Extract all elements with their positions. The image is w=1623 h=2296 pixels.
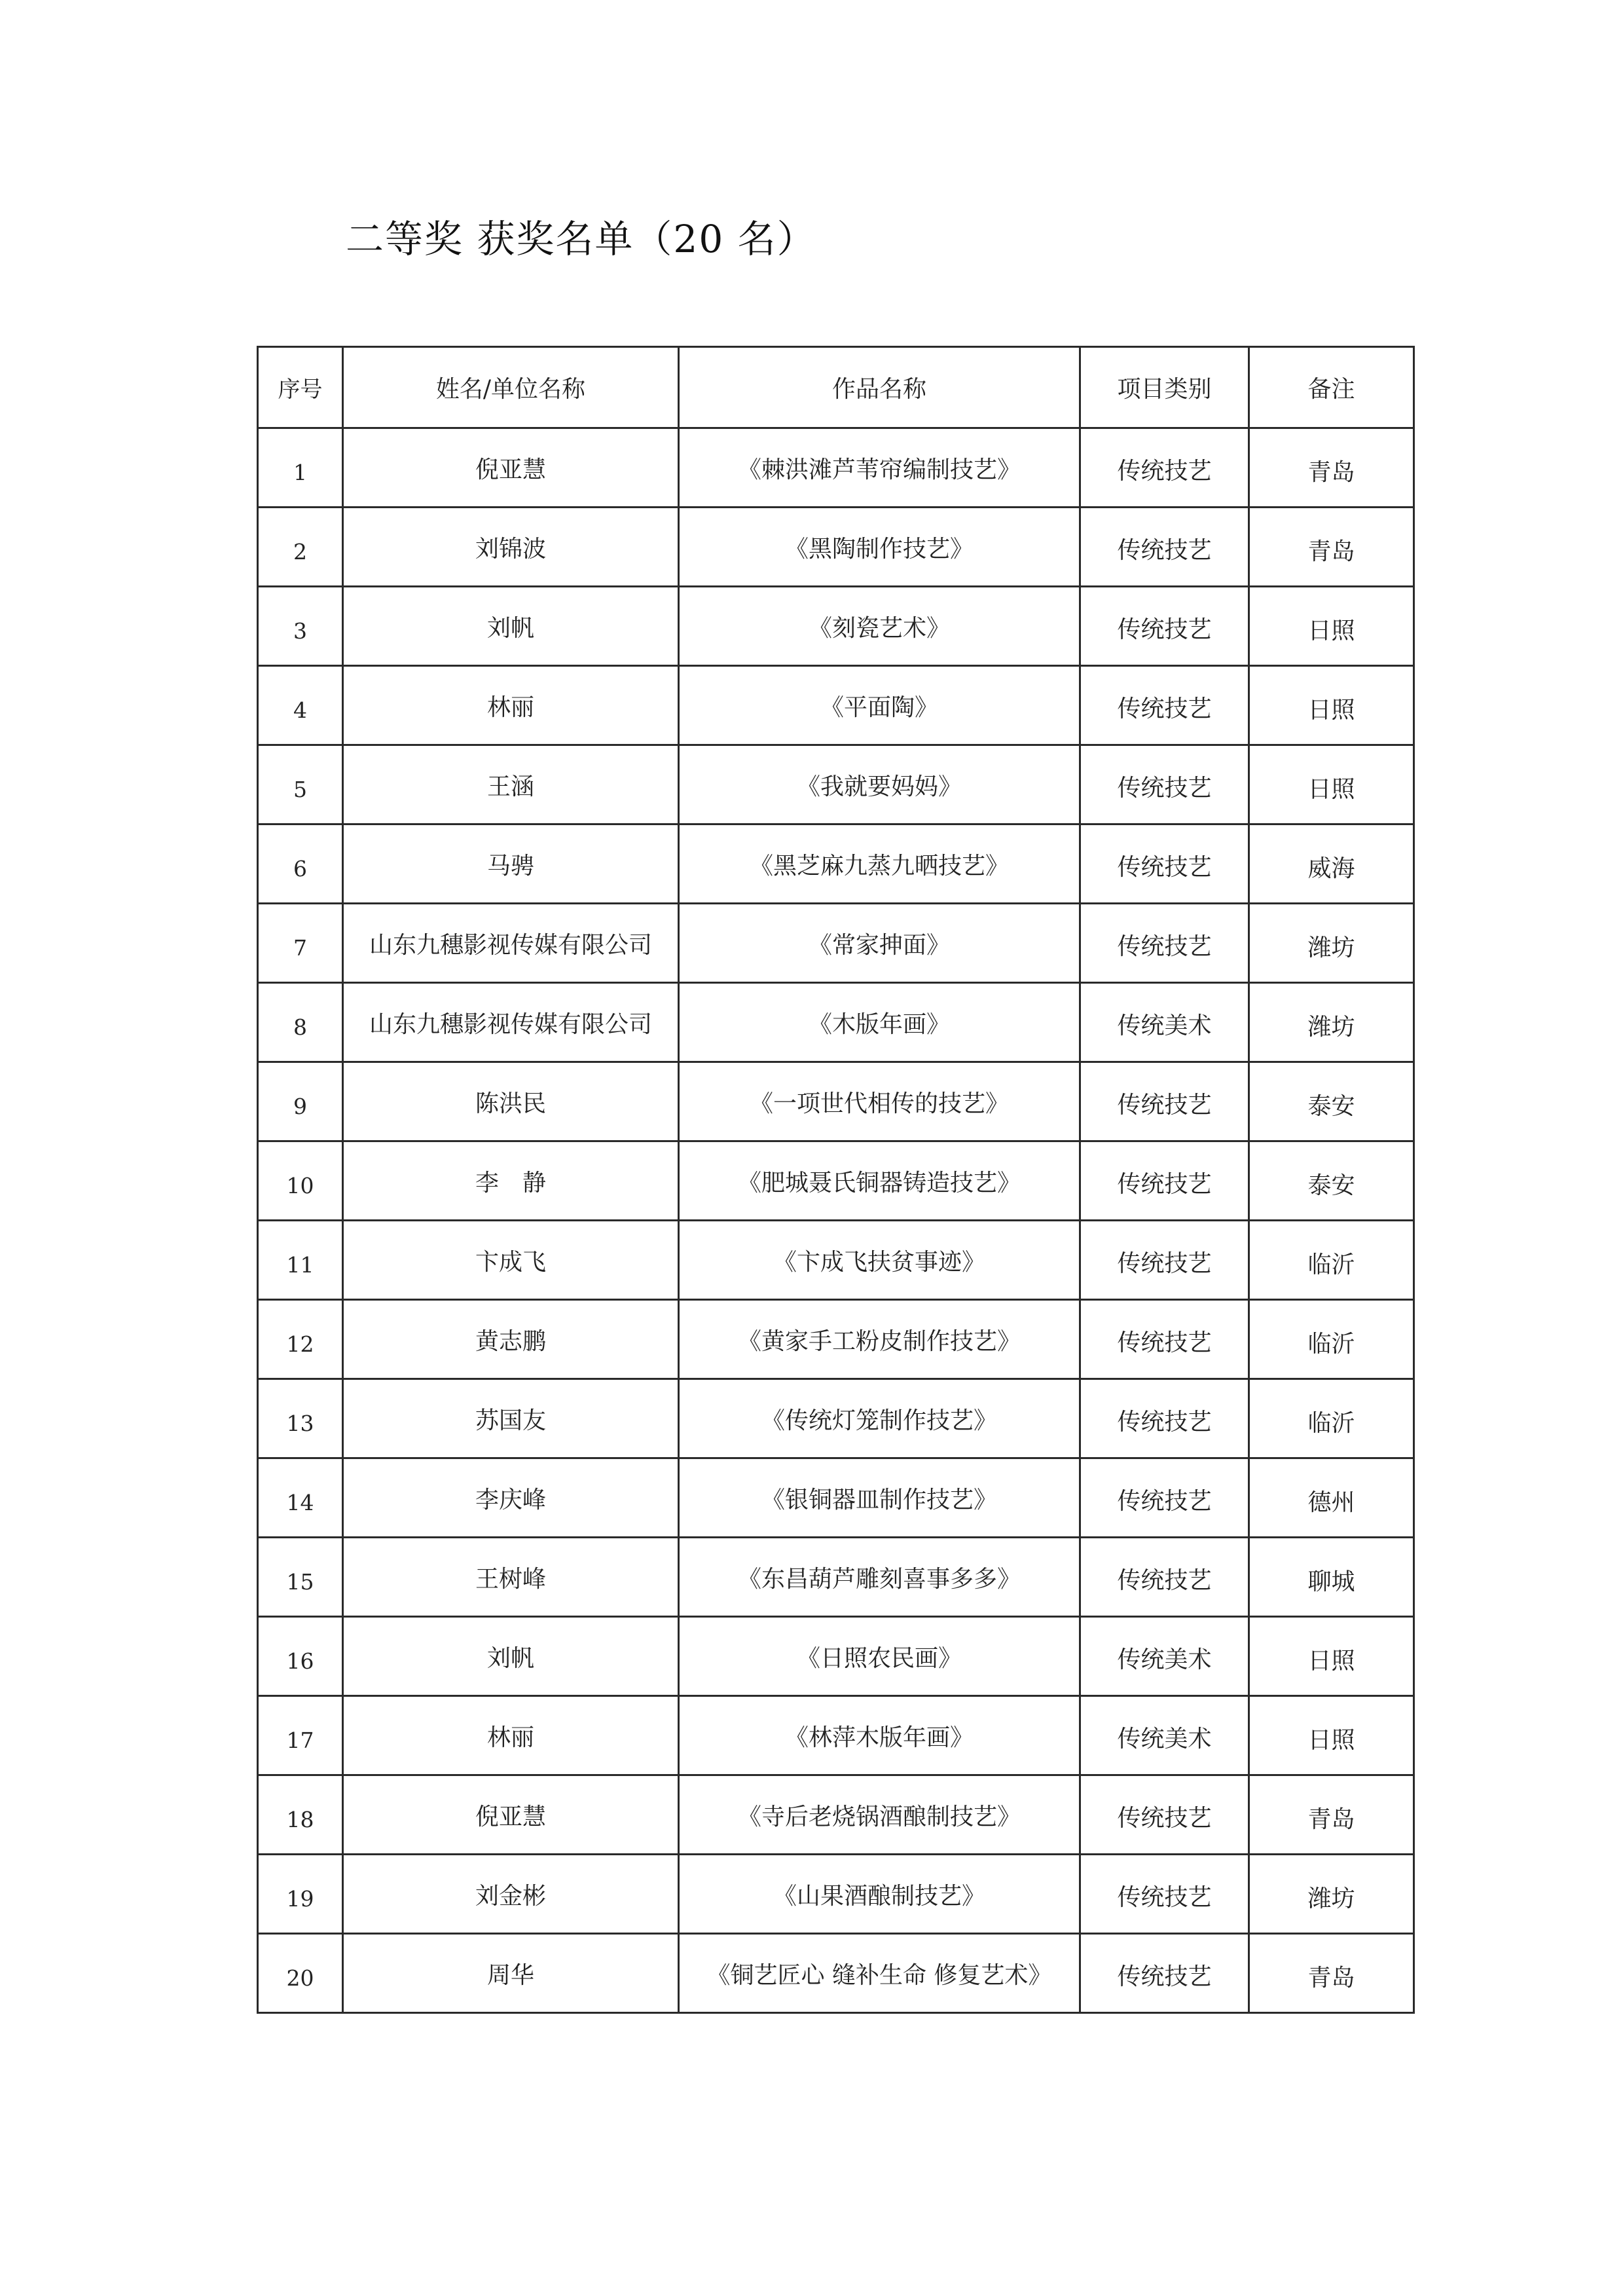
cell-work: 《刻瓷艺术》 (679, 587, 1080, 666)
table-row (258, 508, 1414, 587)
cell-category: 传统技艺 (1080, 1775, 1249, 1855)
cell-name: 黄志鹏 (343, 1300, 679, 1379)
cell-region: 日照 (1249, 587, 1414, 666)
table-row (258, 1855, 1414, 1934)
cell-work: 《寺后老烧锅酒酿制技艺》 (679, 1775, 1080, 1855)
cell-work: 《日照农民画》 (679, 1617, 1080, 1696)
cell-name: 刘锦波 (343, 508, 679, 587)
cell-name: 李庆峰 (343, 1458, 679, 1538)
cell-name: 苏国友 (343, 1379, 679, 1458)
table-row (258, 1062, 1414, 1141)
cell-category: 传统技艺 (1080, 904, 1249, 983)
award-table (257, 346, 1415, 2014)
cell-no: 19 (258, 1855, 343, 1934)
cell-region: 潍坊 (1249, 904, 1414, 983)
cell-category: 传统技艺 (1080, 1221, 1249, 1300)
cell-category: 传统技艺 (1080, 745, 1249, 824)
cell-work: 《山果酒酿制技艺》 (679, 1855, 1080, 1934)
cell-work: 《银铜器皿制作技艺》 (679, 1458, 1080, 1538)
cell-region: 日照 (1249, 1617, 1414, 1696)
cell-category: 传统美术 (1080, 983, 1249, 1062)
table-row (258, 1538, 1414, 1617)
cell-category: 传统技艺 (1080, 1538, 1249, 1617)
table-row (258, 983, 1414, 1062)
table-row (258, 1379, 1414, 1458)
cell-no: 15 (258, 1538, 343, 1617)
cell-work: 《我就要妈妈》 (679, 745, 1080, 824)
cell-name: 刘金彬 (343, 1855, 679, 1934)
table-row (258, 1141, 1414, 1221)
cell-category: 传统技艺 (1080, 1141, 1249, 1221)
cell-category: 传统技艺 (1080, 428, 1249, 508)
cell-no: 11 (258, 1221, 343, 1300)
cell-no: 1 (258, 428, 343, 508)
cell-region: 临沂 (1249, 1221, 1414, 1300)
cell-region: 德州 (1249, 1458, 1414, 1538)
header-name: 姓名/单位名称 (343, 347, 679, 428)
cell-region: 潍坊 (1249, 1855, 1414, 1934)
cell-no: 14 (258, 1458, 343, 1538)
table-header (258, 347, 1414, 428)
cell-region: 青岛 (1249, 1775, 1414, 1855)
header-row (258, 347, 1414, 428)
cell-work: 《林萍木版年画》 (679, 1696, 1080, 1775)
table-row (258, 745, 1414, 824)
cell-name: 李 静 (343, 1141, 679, 1221)
cell-region: 青岛 (1249, 508, 1414, 587)
cell-category: 传统技艺 (1080, 1855, 1249, 1934)
table-row (258, 1458, 1414, 1538)
cell-category: 传统技艺 (1080, 508, 1249, 587)
table-row (258, 1934, 1414, 2013)
table-row (258, 904, 1414, 983)
cell-work: 《一项世代相传的技艺》 (679, 1062, 1080, 1141)
cell-name: 王涵 (343, 745, 679, 824)
header-no: 序号 (258, 347, 343, 428)
cell-name: 马骋 (343, 824, 679, 904)
cell-region: 泰安 (1249, 1141, 1414, 1221)
cell-name: 周华 (343, 1934, 679, 2013)
cell-name: 山东九穗影视传媒有限公司 (343, 904, 679, 983)
cell-work: 《传统灯笼制作技艺》 (679, 1379, 1080, 1458)
cell-name: 陈洪民 (343, 1062, 679, 1141)
cell-name: 刘帆 (343, 587, 679, 666)
cell-region: 日照 (1249, 1696, 1414, 1775)
cell-category: 传统技艺 (1080, 666, 1249, 745)
cell-region: 青岛 (1249, 428, 1414, 508)
cell-region: 日照 (1249, 666, 1414, 745)
cell-category: 传统美术 (1080, 1617, 1249, 1696)
cell-category: 传统美术 (1080, 1696, 1249, 1775)
cell-region: 潍坊 (1249, 983, 1414, 1062)
cell-region: 威海 (1249, 824, 1414, 904)
table-row (258, 666, 1414, 745)
header-remark: 备注 (1249, 347, 1414, 428)
cell-no: 18 (258, 1775, 343, 1855)
cell-work: 《平面陶》 (679, 666, 1080, 745)
table-body (258, 428, 1414, 2013)
cell-work: 《黑芝麻九蒸九晒技艺》 (679, 824, 1080, 904)
cell-no: 16 (258, 1617, 343, 1696)
cell-name: 林丽 (343, 666, 679, 745)
cell-no: 5 (258, 745, 343, 824)
cell-work: 《棘洪滩芦苇帘编制技艺》 (679, 428, 1080, 508)
table-row (258, 824, 1414, 904)
cell-no: 4 (258, 666, 343, 745)
cell-no: 9 (258, 1062, 343, 1141)
cell-no: 3 (258, 587, 343, 666)
table-row (258, 1775, 1414, 1855)
cell-category: 传统技艺 (1080, 1300, 1249, 1379)
cell-category: 传统技艺 (1080, 1062, 1249, 1141)
cell-no: 8 (258, 983, 343, 1062)
cell-work: 《常家抻面》 (679, 904, 1080, 983)
cell-region: 日照 (1249, 745, 1414, 824)
cell-no: 6 (258, 824, 343, 904)
cell-work: 《卞成飞扶贫事迹》 (679, 1221, 1080, 1300)
cell-work: 《东昌葫芦雕刻喜事多多》 (679, 1538, 1080, 1617)
cell-category: 传统技艺 (1080, 1458, 1249, 1538)
page-title: 二等奖 获奖名单（20 名） (346, 217, 816, 261)
cell-category: 传统技艺 (1080, 587, 1249, 666)
cell-no: 7 (258, 904, 343, 983)
cell-region: 青岛 (1249, 1934, 1414, 2013)
cell-work: 《木版年画》 (679, 983, 1080, 1062)
cell-name: 林丽 (343, 1696, 679, 1775)
cell-region: 聊城 (1249, 1538, 1414, 1617)
cell-no: 2 (258, 508, 343, 587)
table-row (258, 428, 1414, 508)
cell-name: 刘帆 (343, 1617, 679, 1696)
cell-no: 17 (258, 1696, 343, 1775)
header-category: 项目类别 (1080, 347, 1249, 428)
cell-no: 10 (258, 1141, 343, 1221)
cell-name: 倪亚慧 (343, 1775, 679, 1855)
cell-category: 传统技艺 (1080, 1934, 1249, 2013)
cell-name: 倪亚慧 (343, 428, 679, 508)
cell-name: 山东九穗影视传媒有限公司 (343, 983, 679, 1062)
cell-no: 20 (258, 1934, 343, 2013)
table-row (258, 1617, 1414, 1696)
cell-region: 临沂 (1249, 1300, 1414, 1379)
cell-name: 卞成飞 (343, 1221, 679, 1300)
table-row (258, 1300, 1414, 1379)
header-work: 作品名称 (679, 347, 1080, 428)
table-row (258, 1696, 1414, 1775)
table-row (258, 587, 1414, 666)
cell-work: 《黄家手工粉皮制作技艺》 (679, 1300, 1080, 1379)
cell-work: 《铜艺匠心 缝补生命 修复艺术》 (679, 1934, 1080, 2013)
cell-region: 临沂 (1249, 1379, 1414, 1458)
cell-work: 《肥城聂氏铜器铸造技艺》 (679, 1141, 1080, 1221)
cell-region: 泰安 (1249, 1062, 1414, 1141)
cell-category: 传统技艺 (1080, 824, 1249, 904)
cell-work: 《黑陶制作技艺》 (679, 508, 1080, 587)
cell-no: 13 (258, 1379, 343, 1458)
cell-no: 12 (258, 1300, 343, 1379)
cell-name: 王树峰 (343, 1538, 679, 1617)
table-row (258, 1221, 1414, 1300)
cell-category: 传统技艺 (1080, 1379, 1249, 1458)
